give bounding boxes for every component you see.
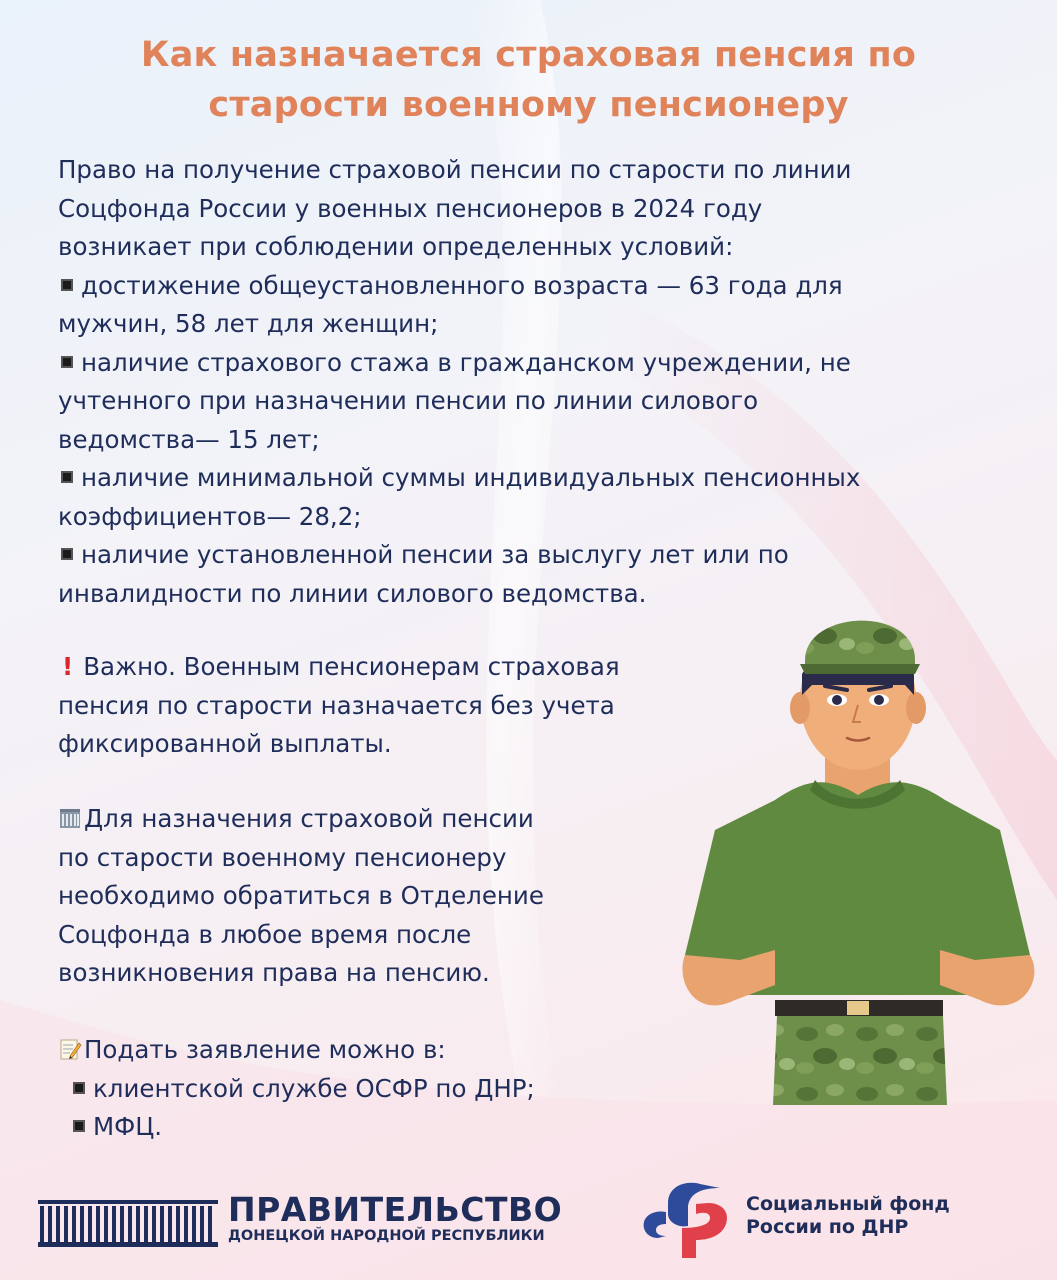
soldier-illustration xyxy=(675,600,1045,1105)
condition-item-cont: мужчин, 58 лет для женщин; xyxy=(58,309,439,338)
list-item: клиентской службе ОСФР по ДНР; xyxy=(58,1070,678,1109)
apply-note: Для назначения страховой пенсии по старости военному пенсионеру необходимо обратиться в Отделение Соцфонда в любое время после возникновения права на пенсию. xyxy=(58,804,544,987)
intro-line: возникает при соблюдении определенных условий: xyxy=(58,232,734,261)
condition-item-cont: коэффициентов— 28,2; xyxy=(58,501,362,531)
square-bullet-icon xyxy=(73,1120,85,1132)
square-bullet-icon xyxy=(61,471,73,483)
condition-item-cont: инвалидности по линии силового ведомства. xyxy=(58,578,647,608)
intro-line: Соцфонда России у военных пенсионеров в 2024 году xyxy=(58,193,763,223)
sfr-name: Социальный фонд России по ДНР xyxy=(746,1193,950,1238)
gov-subtitle: ДОНЕЦКОЙ НАРОДНОЙ РЕСПУБЛИКИ xyxy=(228,1228,545,1244)
government-logo xyxy=(38,1190,598,1250)
title-line-2: старости военному пенсионеру xyxy=(208,85,849,125)
condition-item: наличие установленной пенсии за выслугу лет или по xyxy=(58,536,1018,575)
conditions-block xyxy=(58,151,1018,613)
condition-item: наличие минимальной суммы индивидуальных пенсионных xyxy=(58,459,1018,498)
square-bullet-icon xyxy=(61,548,73,560)
page-title xyxy=(0,30,1057,130)
submit-note: Подать заявление можно в: клиентской службе ОСФР по ДНР; МФЦ. xyxy=(58,1031,678,1147)
condition-item: наличие страхового стажа в гражданском учреждении, не xyxy=(58,344,1018,383)
social-fund-logo xyxy=(638,1178,1038,1263)
condition-item: достижение общеустановленного возраста — 63 года для xyxy=(58,267,1018,306)
square-bullet-icon xyxy=(73,1082,85,1094)
exclamation-icon: ! xyxy=(62,652,74,681)
list-item: МФЦ. xyxy=(58,1108,678,1147)
condition-item-cont: ведомства— 15 лет; xyxy=(58,424,320,454)
building-icon xyxy=(58,806,82,830)
intro-line: Право на получение страховой пенсии по старости по линии xyxy=(58,155,852,184)
title-line-1: Как назначается страховая пенсия по xyxy=(140,35,917,75)
gov-title: ПРАВИТЕЛЬСТВО xyxy=(228,1190,563,1229)
sfr-logo-icon xyxy=(638,1178,738,1263)
square-bullet-icon xyxy=(61,279,73,291)
government-building-icon xyxy=(38,1190,218,1250)
memo-icon xyxy=(58,1037,82,1061)
square-bullet-icon xyxy=(61,356,73,368)
important-note: ! Важно. Военным пенсионерам страховая пенсия по старости назначается без учета фиксированной выплаты. xyxy=(58,652,620,758)
condition-item-cont: учтенного при назначении пенсии по линии силового xyxy=(58,386,759,415)
